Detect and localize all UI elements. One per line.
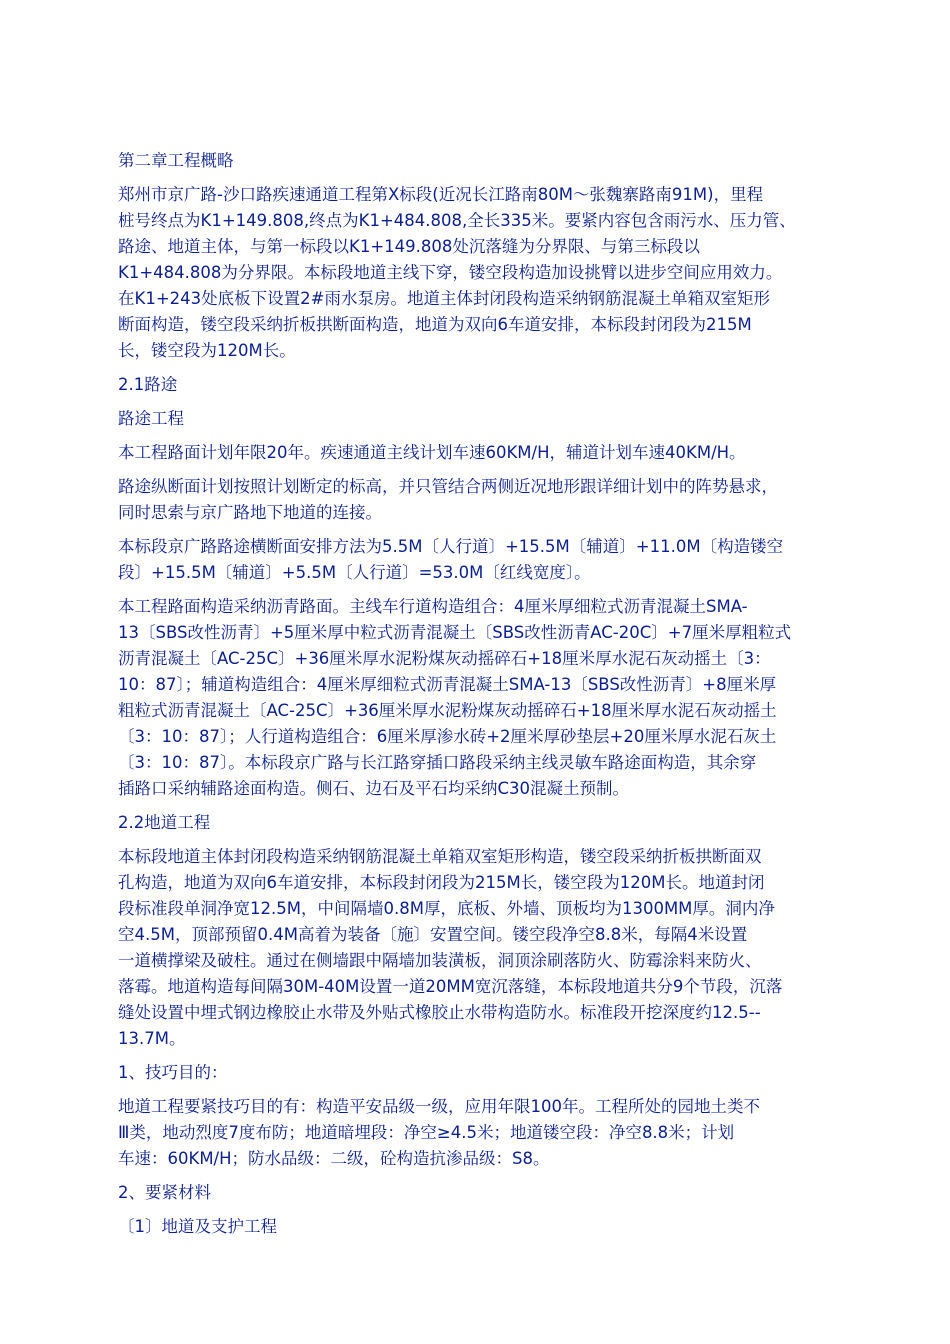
main-materials-heading: 2、要紧材料 (118, 1183, 211, 1202)
pavement-structure-paragraph: 本工程路面构造采纳沥青路面。主线车行道构造组合：4厘米厚细粒式沥青混凝土SMA- 13〔SBS改性沥青〕+5厘米厚中粒式沥青混凝土〔SBS改性沥青AC-20C〕+7厘米厚粗粒式 沥青混凝土〔AC-25C〕+36厘米厚水泥粉煤灰动摇碎石+18厘米厚水泥石灰动摇土〔3： 10：87〕；辅道构造组合：4厘米厚细粒式沥青混凝土SMA-13〔SBS改性沥青〕+8厘米厚 粗粒式沥青混凝土〔AC-25C〕+36厘米厚水泥粉煤灰动摇碎石+18厘米厚水泥石灰动摇土 〔3：10：87〕；人行道构造组合：6厘米厚渗水砖+2厘米厚砂垫层+20厘米厚水泥石灰土 〔3：10：87〕。本标段京广路与长江路穿插口路段采纳主线灵敏车路途面构造，其余穿 插路口采纳辅路途面构造。侧石、边石及平石均采纳C30混凝土预制。 (118, 597, 792, 798)
section-heading-tunnel: 2.2地道工程 (118, 813, 211, 832)
subheading-road-engineering: 路途工程 (118, 409, 184, 428)
section-heading-road: 2.1路途 (118, 375, 178, 394)
chapter-title: 第二章工程概略 (118, 151, 234, 170)
road-longitudinal-paragraph: 路途纵断面计划按照计划断定的标高，并只管结合两侧近况地形跟详细计划中的阵势悬求， 同时思索与京广路地下地道的连接。 (118, 477, 778, 522)
document-page (118, 148, 878, 1248)
project-overview-paragraph: 郑州市京广路-沙口路疾速通道工程第Ⅹ标段(近况长江路南80M～张魏寨路南91M)，里程 桩号终点为K1+149.808,终点为K1+484.808,全长335米。要紧内容包含雨污水、压力管、 路途、地道主体，与第一标段以K1+149.808处沉落缝为分界限、与第三标段以 K1+484.808为分界限。本标段地道主线下穿，镂空段构造加设挑臂以进步空间应用效力。 在K1+243处底板下设置2#雨水泵房。地道主体封闭段构造采纳钢筋混凝土单箱双室矩形 断面构造，镂空段采纳折板拱断面构造，地道为双向6车道安排，本标段封闭段为215M 长，镂空段为120M长。 (118, 185, 796, 360)
materials-subitem-tunnel-support: 〔1〕地道及支护工程 (118, 1217, 277, 1236)
road-cross-section-paragraph: 本标段京广路路途横断面安排方法为5.5M〔人行道〕+15.5M〔辅道〕+11.0M〔构造镂空 段〕+15.5M〔辅道〕+5.5M〔人行道〕=53.0M〔红线宽度〕。 (118, 537, 784, 582)
road-design-life-paragraph: 本工程路面计划年限20年。疾速通道主线计划车速60KM/H，辅道计划车速40KM/H。 (118, 443, 746, 462)
tunnel-structure-paragraph: 本标段地道主体封闭段构造采纳钢筋混凝土单箱双室矩形构造，镂空段采纳折板拱断面双 孔构造，地道为双向6车道安排，本标段封闭段为215M长，镂空段为120M长。地道封闭 段标准段单洞净宽12.5M，中间隔墙0.8M厚，底板、外墙、顶板均为1300MM厚。洞内净 空4.5M，顶部预留0.4M高着为装备〔施〕安置空间。镂空段净空8.8米，每隔4米设置 一道横撑梁及破柱。通过在侧墙跟中隔墙加装潢板，洞顶涂刷落防火、防霉涂料来防火、 落霉。地道构造每间隔30M-40M设置一道20MM宽沉落缝，本标段地道共分9个节段，沉落 缝处设置中埋式钢边橡胶止水带及外贴式橡胶止水带构造防水。标准段开挖深度约12.5-- 13.7M。 (118, 847, 783, 1048)
technical-targets-heading: 1、技巧目的： (118, 1063, 228, 1082)
technical-targets-paragraph: 地道工程要紧技巧目的有：构造平安品级一级，应用年限100年。工程所处的园地土类不 Ⅲ类，地动烈度7度布防；地道暗埋段：净空≥4.5米；地道镂空段：净空8.8米；计划 车速：60KM/H；防水品级：二级，砼构造抗渗品级：S8。 (118, 1097, 760, 1168)
